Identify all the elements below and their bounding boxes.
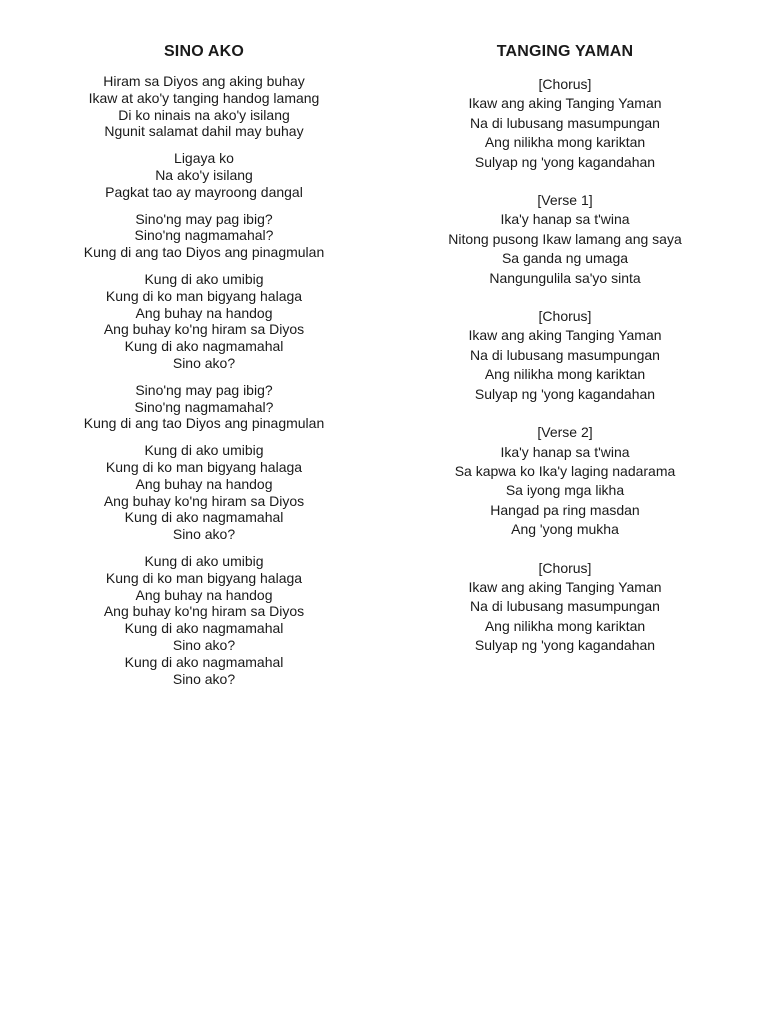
stanza-list	[420, 75, 710, 656]
stanza	[50, 553, 358, 687]
stanza	[50, 73, 358, 140]
lyric-line: Kung di ako umibig	[144, 552, 264, 569]
lyric-line: Na ako'y isilang	[155, 166, 253, 183]
lyric-line: Sino ako?	[172, 526, 236, 543]
lyric-line: Ikaw at ako'y tanging handog lamang	[88, 89, 320, 106]
lyric-line: Ang 'yong mukha	[511, 521, 619, 538]
lyric-line: Sulyap ng 'yong kagandahan	[474, 385, 656, 402]
lyric-line: Kung di ang tao Diyos ang pinagmulan	[83, 415, 325, 432]
lyric-line: Ang nilikha mong kariktan	[484, 134, 646, 151]
lyric-line: Sino ako?	[172, 636, 236, 653]
lyric-line: Ang buhay na handog	[135, 304, 273, 321]
lyric-line: Kung di ko man bigyang halaga	[105, 458, 303, 475]
stanza	[50, 271, 358, 372]
lyric-line: Sino'ng may pag ibig?	[135, 210, 273, 227]
lyric-line: Ang nilikha mong kariktan	[484, 366, 646, 383]
lyric-line: [Chorus]	[538, 76, 592, 92]
song-title: TANGING YAMAN	[496, 43, 634, 60]
song-tanging-yaman	[420, 42, 710, 675]
lyric-line: Hangad pa ring masdan	[490, 501, 640, 518]
lyric-line: [Chorus]	[538, 308, 592, 325]
stanza	[420, 423, 710, 539]
lyric-line: Ika'y hanap sa t'wina	[500, 443, 630, 460]
lyric-line: Di ko ninais na ako'y isilang	[118, 106, 290, 123]
stanza	[420, 307, 710, 404]
lyric-line: Sulyap ng 'yong kagandahan	[474, 153, 656, 170]
lyric-line: Pagkat tao ay mayroong dangal	[105, 183, 303, 200]
lyric-line: Kung di ako nagmamahal	[124, 338, 284, 355]
lyric-line: Ikaw ang aking Tanging Yaman	[468, 327, 662, 344]
lyric-line: Ang buhay ko'ng hiram sa Diyos	[103, 321, 305, 338]
lyric-line: Ika'y hanap sa t'wina	[500, 211, 630, 228]
lyric-line: Kung di ang tao Diyos ang pinagmulan	[83, 244, 325, 261]
stanza	[50, 382, 358, 432]
lyric-line: Sino'ng nagmamahal?	[134, 227, 274, 244]
lyric-line: Hiram sa Diyos ang aking buhay	[103, 73, 305, 89]
stanza-list	[50, 73, 358, 687]
song-sino-ako	[50, 42, 358, 697]
lyric-line: Sa kapwa ko Ika'y laging nadarama	[454, 462, 676, 479]
stanza	[50, 150, 358, 200]
lyric-line: Nitong pusong Ikaw lamang ang saya	[448, 230, 682, 247]
lyric-line: Kung di ko man bigyang halaga	[105, 569, 303, 586]
lyric-line: Na di lubusang masumpungan	[470, 114, 660, 131]
lyric-line: Ang nilikha mong kariktan	[484, 617, 646, 634]
lyric-line: Ligaya ko	[174, 150, 234, 167]
stanza	[420, 191, 710, 288]
lyric-line: [Verse 1]	[537, 192, 593, 209]
lyric-line: Ang buhay ko'ng hiram sa Diyos	[103, 603, 305, 620]
lyric-line: Kung di ako nagmamahal	[124, 509, 284, 526]
stanza	[50, 211, 358, 261]
lyric-line: Ikaw ang aking Tanging Yaman	[468, 95, 662, 112]
lyric-line: Kung di ko man bigyang halaga	[105, 287, 303, 304]
stanza	[420, 75, 710, 172]
lyric-line: Na di lubusang masumpungan	[470, 346, 660, 363]
lyric-line: Sino'ng nagmamahal?	[134, 398, 274, 415]
lyric-line: Sino ako?	[172, 354, 236, 371]
lyric-line: Sino'ng may pag ibig?	[135, 381, 273, 398]
lyric-line: Kung di ako nagmamahal	[124, 620, 284, 637]
lyric-line: Kung di ako nagmamahal	[124, 653, 284, 670]
lyric-line: Sa ganda ng umaga	[501, 250, 629, 267]
lyric-line: [Chorus]	[538, 559, 592, 576]
lyric-line: Ngunit salamat dahil may buhay	[104, 123, 304, 140]
song-title: SINO AKO	[163, 43, 245, 60]
lyric-line: Na di lubusang masumpungan	[470, 598, 660, 615]
lyric-line: Ang buhay ko'ng hiram sa Diyos	[103, 492, 305, 509]
stanza	[50, 442, 358, 543]
stanza	[420, 559, 710, 656]
lyric-line: Kung di ako umibig	[144, 270, 264, 287]
lyric-line: [Verse 2]	[537, 424, 593, 441]
lyric-line: Sulyap ng 'yong kagandahan	[474, 637, 656, 654]
lyric-line: Ang buhay na handog	[135, 586, 273, 603]
lyric-line: Kung di ako umibig	[144, 442, 264, 459]
lyric-line: Nangungulila sa'yo sinta	[489, 269, 641, 286]
lyric-line: Ikaw ang aking Tanging Yaman	[468, 578, 662, 595]
lyric-line: Sa iyong mga likha	[505, 482, 625, 499]
lyric-line: Sino ako?	[172, 670, 236, 687]
lyric-line: Ang buhay na handog	[135, 475, 273, 492]
